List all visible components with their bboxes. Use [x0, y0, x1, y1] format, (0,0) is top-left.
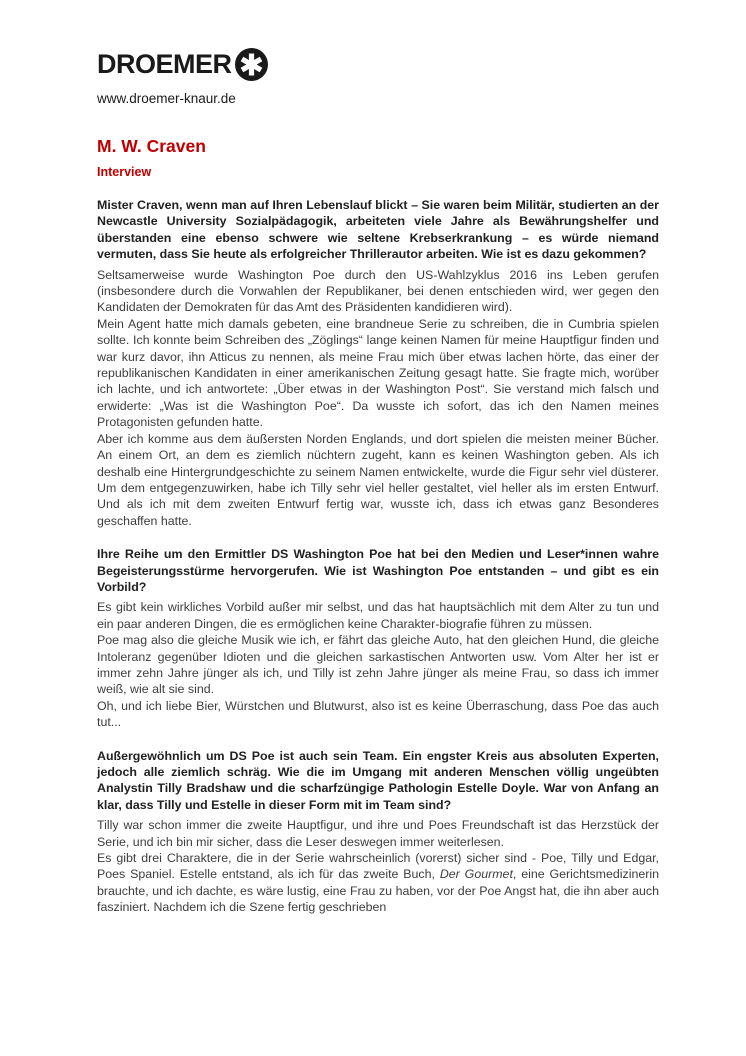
interview-question — [97, 546, 659, 595]
interview-answer-paragraph — [97, 817, 659, 850]
text-run: Es gibt drei Charaktere, die in der Serie wahrscheinlich (vorerst) sicher sind - Poe, Tilly und Edgar, Poes Spaniel. Estelle entstand, als ich für das zweite Buch, — [97, 851, 659, 882]
text-run: Tilly war schon immer die zweite Hauptfigur, und ihre und Poes Freundschaft ist das Herzstück der Serie, und ich bin mir sicher, dass die Leser deswegen immer weiterlesen. — [97, 818, 659, 849]
text-run: Mein Agent hatte mich damals gebeten, eine brandneue Serie zu schreiben, die in Cumbria spielen sollte. Ich konnte beim Schreiben des „Zöglings“ lange keinen Namen für meine Hauptfigur finden und war kurz davor, ihn Atticus zu nennen, als meine Frau mich über etwas lachen hörte, das einer der republikanischen Kandidaten in einer amerikanischen Zeitung gesagt hatte. Sie fragte mich, worüber ich lachte, und ich antwortete: „Über etwas in der Washington Post“. Sie verstand mich falsch und erwiderte: „Was ist die Washington Poe“. Da wusste ich sofort, das ich den Namen meines Protagonisten gefunden hatte. — [97, 316, 659, 430]
text-run: Außergewöhnlich um DS Poe ist auch sein Team. Ein engster Kreis aus absoluten Experten, jedoch alle ziemlich schräg. Wie die im Umgang mit anderen Menschen völlig ungeübten Analystin Tilly Bradshaw und die scharfzüngige Pathologin Estelle Doyle. War von Anfang an klar, dass Tilly und Estelle in dieser Form mit im Team sind? — [97, 748, 659, 812]
interview-answer-paragraph — [97, 698, 659, 731]
interview-blocks — [97, 197, 659, 916]
interview-answer-paragraph — [97, 599, 659, 632]
interview-answer-paragraph — [97, 431, 659, 529]
page-title: M. W. Craven — [97, 136, 206, 156]
document-content — [97, 48, 659, 916]
logo-wordmark: DROEMER — [97, 49, 232, 79]
interview-answer-paragraph — [97, 267, 659, 316]
interview-answer-paragraph — [97, 632, 659, 698]
interview-label: Interview — [97, 165, 152, 179]
text-run: Poe mag also die gleiche Musik wie ich, er fährt das gleiche Auto, hat den gleichen Hund, die gleiche Intoleranz gegenüber Idioten und die gleichen sarkastischen Antworten usw. Vom Alter her ist er immer zehn Jahre jünger als ich, und Tilly ist zehn Jahre jünger als meine Frau, so dass ich immer weiß, wie alt sie sind. — [97, 633, 659, 697]
book-title-italic-run: Der Gourmet — [439, 867, 513, 882]
logo-asterisk-star-icon — [235, 48, 268, 81]
text-run: Mister Craven, wenn man auf Ihren Lebenslauf blickt – Sie waren beim Militär, studierten an der Newcastle University Sozialpädagogik, arbeiteten viele Jahre als Bewährungshelfer und überstanden eine ebenso schwere wie seltene Krebserkrankung – es würde niemand vermuten, dass Sie heute als erfolgreicher Thrillerautor arbeiten. Wie ist es dazu gekommen? — [97, 198, 659, 262]
interview-answer-paragraph — [97, 850, 659, 916]
website-url: www.droemer-knaur.de — [97, 91, 236, 106]
text-run: , eine Gerichtsmedizinerin brauchte, und ich dachte, es wäre lustig, eine Frau zu haben, vor der Poe Angst hat, die ihn aber auch fasziniert. Nachdem ich die Szene fertig geschrieben — [97, 867, 659, 915]
publisher-logo — [97, 48, 659, 81]
text-run: Aber ich komme aus dem äußersten Norden Englands, und dort spielen die meisten meiner Bücher. An einem Ort, an dem es ziemlich nüchtern zugeht, kann es keinen Washington geben. Als ich deshalb eine Hintergrundgeschichte zu seinem Namen entwickelte, wurde die Figur sehr viel düsterer. Um dem entgegenzuwirken, habe ich Tilly sehr viel heller gestaltet, viel heller als im ersten Entwurf. Und als ich mit dem zweiten Entwurf fertig war, wusste ich, dass ich etwas ganz Besonderes geschaffen hatte. — [97, 431, 659, 528]
text-run: Ihre Reihe um den Ermittler DS Washington Poe hat bei den Medien und Leser*innen wahre Begeisterungsstürme hervorgerufen. Wie ist Washington Poe entstanden – und gibt es ein Vorbild? — [97, 547, 659, 594]
text-run: Seltsamerweise wurde Washington Poe durch den US-Wahlzyklus 2016 ins Leben gerufen (insbesondere durch die Vorwahlen der Republikaner, bei denen entschieden wird, wer gegen den Kandidaten der Demokraten für das Amt des Präsidenten kandidieren wird). — [97, 267, 659, 315]
interview-question — [97, 748, 659, 814]
interview-question — [97, 197, 659, 263]
interview-answer-paragraph — [97, 316, 659, 431]
text-run: Es gibt kein wirkliches Vorbild außer mir selbst, und das hat hauptsächlich mit dem Alter zu tun und ein paar anderen Dingen, die es ermöglichen keine Charakter-biografie führen zu müssen. — [97, 600, 659, 631]
text-run: Oh, und ich liebe Bier, Würstchen und Blutwurst, also ist es keine Überraschung, dass Poe das auch tut... — [97, 698, 659, 730]
